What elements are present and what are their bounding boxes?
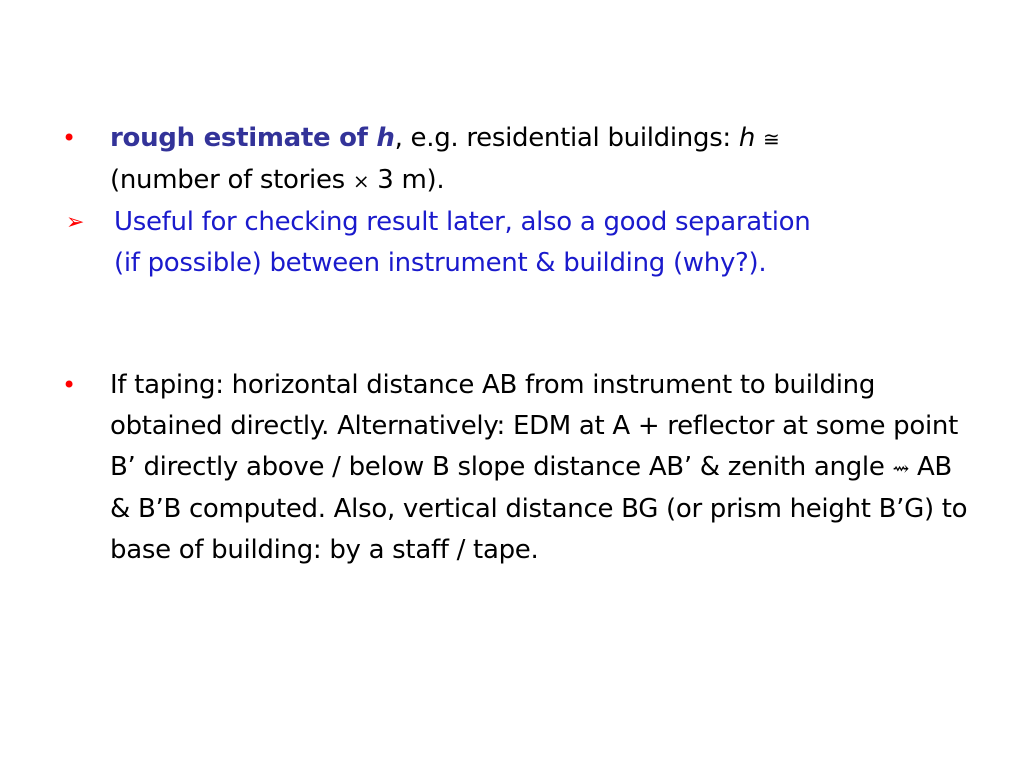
bullet-2-text-b: AB & B’B computed. Also, vertical distance BG (or prism height B’G) to base of building: by a staff / tape. xyxy=(110,452,968,565)
bullet-1-heading-var: h xyxy=(376,123,395,153)
times-symbol: × xyxy=(352,169,370,193)
implies-symbol: ⇝ xyxy=(892,456,909,480)
bullet-1-sub xyxy=(14,202,982,284)
sub-bullet-arrow-icon: ➢ xyxy=(66,210,85,235)
bullet-2-text-a: If taping: horizontal distance AB from instrument to building obtained directly. Alternatively: EDM at A + reflector at some point B’ directly above / below B slope distance AB’ & zenith angle xyxy=(110,370,958,482)
bullet-1-text-c: 3 m). xyxy=(369,165,445,195)
bullet-1-var-h: h xyxy=(738,123,756,153)
bullet-1-marker: • xyxy=(62,124,76,152)
bullet-1-heading: rough estimate of h xyxy=(110,123,395,153)
bullet-2-marker: • xyxy=(62,371,76,399)
bullet-1-text xyxy=(62,118,982,202)
approx-symbol: ≅ xyxy=(763,127,780,151)
bullet-1-text-b: (number of stories xyxy=(110,165,353,195)
bullet-1-sub-text: Useful for checking result later, also a good separation (if possible) between instrument & building (why?). xyxy=(114,207,811,278)
bullet-1-text-a: , e.g. residential buildings: xyxy=(394,123,739,153)
bullet-1 xyxy=(62,118,982,284)
bullet-2 xyxy=(62,365,982,571)
bullet-2-text xyxy=(62,365,970,571)
